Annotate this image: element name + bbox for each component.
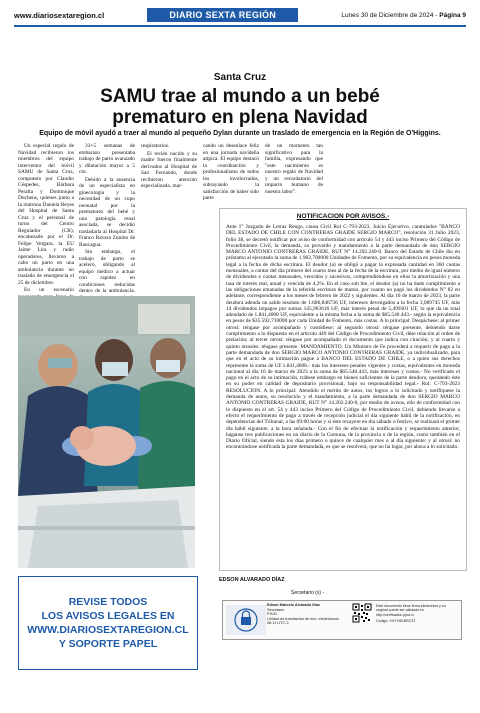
article-paragraph: Un especial regalo de Navidad recibieron los miembros del equipo interventor del móvil SAMU de Santa Cruz, compuesto por Claudio Céspedes, Bárbara Peralta y Dominique Duchens, quienes junto a la matrona Daniela Reyes del Hospital de Santa Cruz y el personal de turno del Centro Regulador (CR), encabezado por el Dr. Felipe Vergara, la EU Jaime Lira y radio operadores, llevaron a cabo un parto en una ambulancia durante un traslado de emergencia el 25 de diciembre. bbox=[18, 143, 74, 286]
header-website[interactable]: www.diariosextaregion.cl bbox=[14, 10, 105, 20]
cert-signer-name: Edson Marcelo Alvarado Díaz bbox=[267, 603, 321, 607]
headline-line-1: SAMU trae al mundo a un bebé bbox=[100, 86, 380, 107]
article-paragraph: cando un desenlace feliz en una jornada navideña atípica. El equipo destacó la coordinación y profesionalismo de todos los involucrados, subrayando la satisfacción de haber sido parte bbox=[203, 143, 259, 201]
article-photo bbox=[18, 296, 195, 568]
page-header bbox=[14, 6, 466, 24]
article-paragraph: Sin embargo, el trabajo de parto se aceleró, obligando al equipo médico a actuar con rapidez en condiciones reducidas dentro de la ambulancia. bbox=[79, 249, 135, 294]
article-subheadline: Equipo de móvil ayudó a traer al mundo al pequeño Dylan durante un traslado de emergencia en la Región de O'Higgins. bbox=[39, 130, 441, 137]
header-date-page: Lunes 30 de Diciembre de 2024 - Página 9 bbox=[341, 11, 466, 19]
article-column-2 bbox=[79, 143, 135, 293]
ambulance-newborn-photo bbox=[18, 296, 195, 568]
article-kicker: Santa Cruz bbox=[213, 72, 267, 83]
certificate-signer bbox=[267, 603, 345, 626]
header-rule bbox=[14, 25, 466, 27]
cert-signer-date: 08:11 UTC-3 bbox=[267, 621, 289, 626]
article-column-5 bbox=[265, 143, 323, 203]
notice-signature-role: Secretario (s) - bbox=[291, 590, 325, 596]
cert-signer-court: PJUD bbox=[267, 612, 277, 617]
article-paragraph: El recién nacido y su madre fueron finalmente derivados al Hospital de San Fernando, donde recibieron atención especializada, mar- bbox=[141, 150, 197, 189]
article-column-4 bbox=[203, 143, 259, 203]
article-paragraph: En un escenario bbox=[24, 287, 74, 293]
header-page-number: Página 9 bbox=[439, 11, 466, 19]
ad-line: WWW.DIARIOSEXTAREGION.CL bbox=[27, 624, 189, 636]
ad-line: LOS AVISOS LEGALES EN bbox=[41, 610, 175, 622]
ad-line: Y SOPORTE PAPEL bbox=[58, 638, 158, 650]
article-column-1 bbox=[18, 143, 74, 293]
article-paragraph: de un momento tan significativo para la familia, expresando que "este nacimiento es nuestro regalo de Navidad y un recordatorio del impacto humano de nuestra labor". bbox=[265, 143, 323, 195]
article-column-3 bbox=[141, 143, 197, 203]
newspaper-name-banner: DIARIO SEXTA REGIÓN bbox=[147, 8, 298, 22]
qr-code-icon[interactable] bbox=[352, 603, 372, 623]
article-paragraph: Debido a la ausencia de un especialista en ginecología y la necesidad de un cupo neonatal por la prematurez del bebé y una patología renal asociada, se decidió trasladarla al Hospital Dr. Franco Ravera Zunino de Rancagua. bbox=[79, 176, 135, 248]
notice-signature-name: EDSON ALVARADO DÍAZ bbox=[219, 577, 285, 583]
header-date: Lunes 30 de Diciembre de 2024 bbox=[341, 11, 434, 19]
headline-line-2: prematuro en plena Navidad bbox=[112, 107, 368, 128]
notice-body: Ante 1° Juzgado de Letras Rengo, causa Civil Rol C-793-2023, Juicio Ejecutivo, caratulados "BANCO DEL ESTADO DE CHILE CON CONTRERAS GRAIDE SERGIO MARCO", resolución 31 Julio 2023, folio 38, se decretó notificar por aviso de conformidad con artículo 54 y 443 inciso Primero del Código de Procedimiento Civil, la demanda, su proveído y mandamiento a la parte demandada de don SERGIO MARCO ANTONIO CONTRERAS GRAIDE, RUT N° 14.202.240-0. Banco del Estado de Chile dio en préstamo al ejecutado la suma de 1.902,700000 Unidades de Fomento, por su equivalencia en pesos moneda legal a la fecha de dicha escritura. El deudor (a) se obligó a pagar la expresada cantidad en 360 cuotas mensuales, a contar del día primero del cuarto mes al de la fecha de la escritura, por medio de igual número de dividendos o cuotas mensuales, vencidos y sucesivos, comprendiéndose en ellos la amortización y una tasa de interés real, anual y vencida de 4,2%. En el caso sub lite, el deudor (a) no ha dado cumplimiento a las obligaciones emanadas de la referida escritura de mutuo, por cuanto no pagó los dividendos N° 82 en adelante, correspondiente a los meses de febrero de 2022 y siguientes. Al día 16 de marzo de 2023, la parte deudora adeuda un saldo insoluto de 1.686,846736 UF, intereses devengados a la fecha 3,089745 UF, más 14 dividendos impagos por sumas 145,963616 UF, más interés penal de 5,499301 UF, lo que da un total adeudado de 1.841,4008 UF, equivalente a la misma fecha a la suma de $65.540.443.- según la equivalencia en pesos de $35.592,710000 por cada Unidad de Fomento, más costas. A lo principal: Despáchese; al primer otrosí: téngase por acompañado y custódiese; al segundo otrosí: téngase presente, debiendo darse cumplimiento a lo dispuesto en el artículo 449 del Código de Procedimiento Civil, dése relación al orden de prelación; al tercer otrosí: téngase por acompañado el documento que indica con citación; y al cuarto y quinto otrosíes: téngase presente. MANDAMIENTO. Un Ministro de Fe procederá a requerir de pago a la parte demandada de don SERGIO MARCO ANTONIO CONTRERAS GRAIDE, ya individualizado, para que en el acto de su intimación pague a BANCO DEL ESTADO DE CHILE, o a quien sus derechos represente la suma de UF.1.841,4008.- más los intereses penales vigentes y costas, equivalentes en moneda nacional al día 16 de marzo de 2023 a la suma de $65.540.443, más intereses y costas.- No verificado el pago en el acto de su intimación, trábese embargo en bienes suficientes de la parte deudora, quedando éste en su poder en calidad de depositario provisional, bajo su responsabilidad legal.- Rol: C-793-2023 RESOLUCION. A lo principal: Atendido el mérito de autos, los logros a lo solicitado y notifíquese la demanda de autos, su resolución y el mandamiento, a la parte demandada de don SERGIO MARCO ANTONIO CONTRERAS GRAIDE, RUT N° 14.202.240-0, por medio de avisos, ello de conformidad con lo dispuesto en el art. 54 y 443 inciso Primero del Código de Procedimiento Civil, debiendo llevarse a efecto el requerimiento de pago a través de recepción judicial el día siguiente hábil de la notificación, en dependencias del Tribunal, a las 09:00 horas y si éste recayere en día sábado o festivo, se realizará el primer día hábil siguiente, a la hora señalada.- Con el fin de efectuar la notificación y requerimiento anterior, háganse tres publicaciones en un diario de la Comuna, de la provincia o de la región, como también en el Diario Oficial, siendo ésta los días primero o quince de cualquier mes o al día siguiente; y al otrosí: no encontrándose notificada la parte demandada, es que se resolverá, que no ha lugar, por ahora a lo solicitado. bbox=[226, 224, 460, 451]
cert-verification-text: Este documento tiene firma electrónica y su original puede ser validado en http://verificadoc.pjud.cl bbox=[376, 604, 446, 617]
cert-signer-detail: Unidad de tramitación de doc. electrónicos bbox=[267, 616, 339, 621]
certificate-verification bbox=[376, 604, 458, 624]
article-paragraph: respiratorios. bbox=[141, 143, 170, 149]
ad-line: REVISE TODOS bbox=[68, 596, 148, 608]
court-seal-icon bbox=[226, 605, 266, 635]
cert-code: Código: XXYXSKBRC3T bbox=[376, 619, 416, 624]
notice-title: NOTIFICACION POR AVISOS.- bbox=[296, 213, 390, 220]
article-paragraph: 33+5 semanas de embarazo presentaba trabajo de parto avanzado y dilatación mayor a 5 cm. bbox=[79, 143, 135, 175]
article-headline bbox=[14, 86, 466, 128]
legal-notices-ad[interactable] bbox=[18, 576, 198, 670]
cert-signer-role: Secretario bbox=[267, 607, 285, 612]
